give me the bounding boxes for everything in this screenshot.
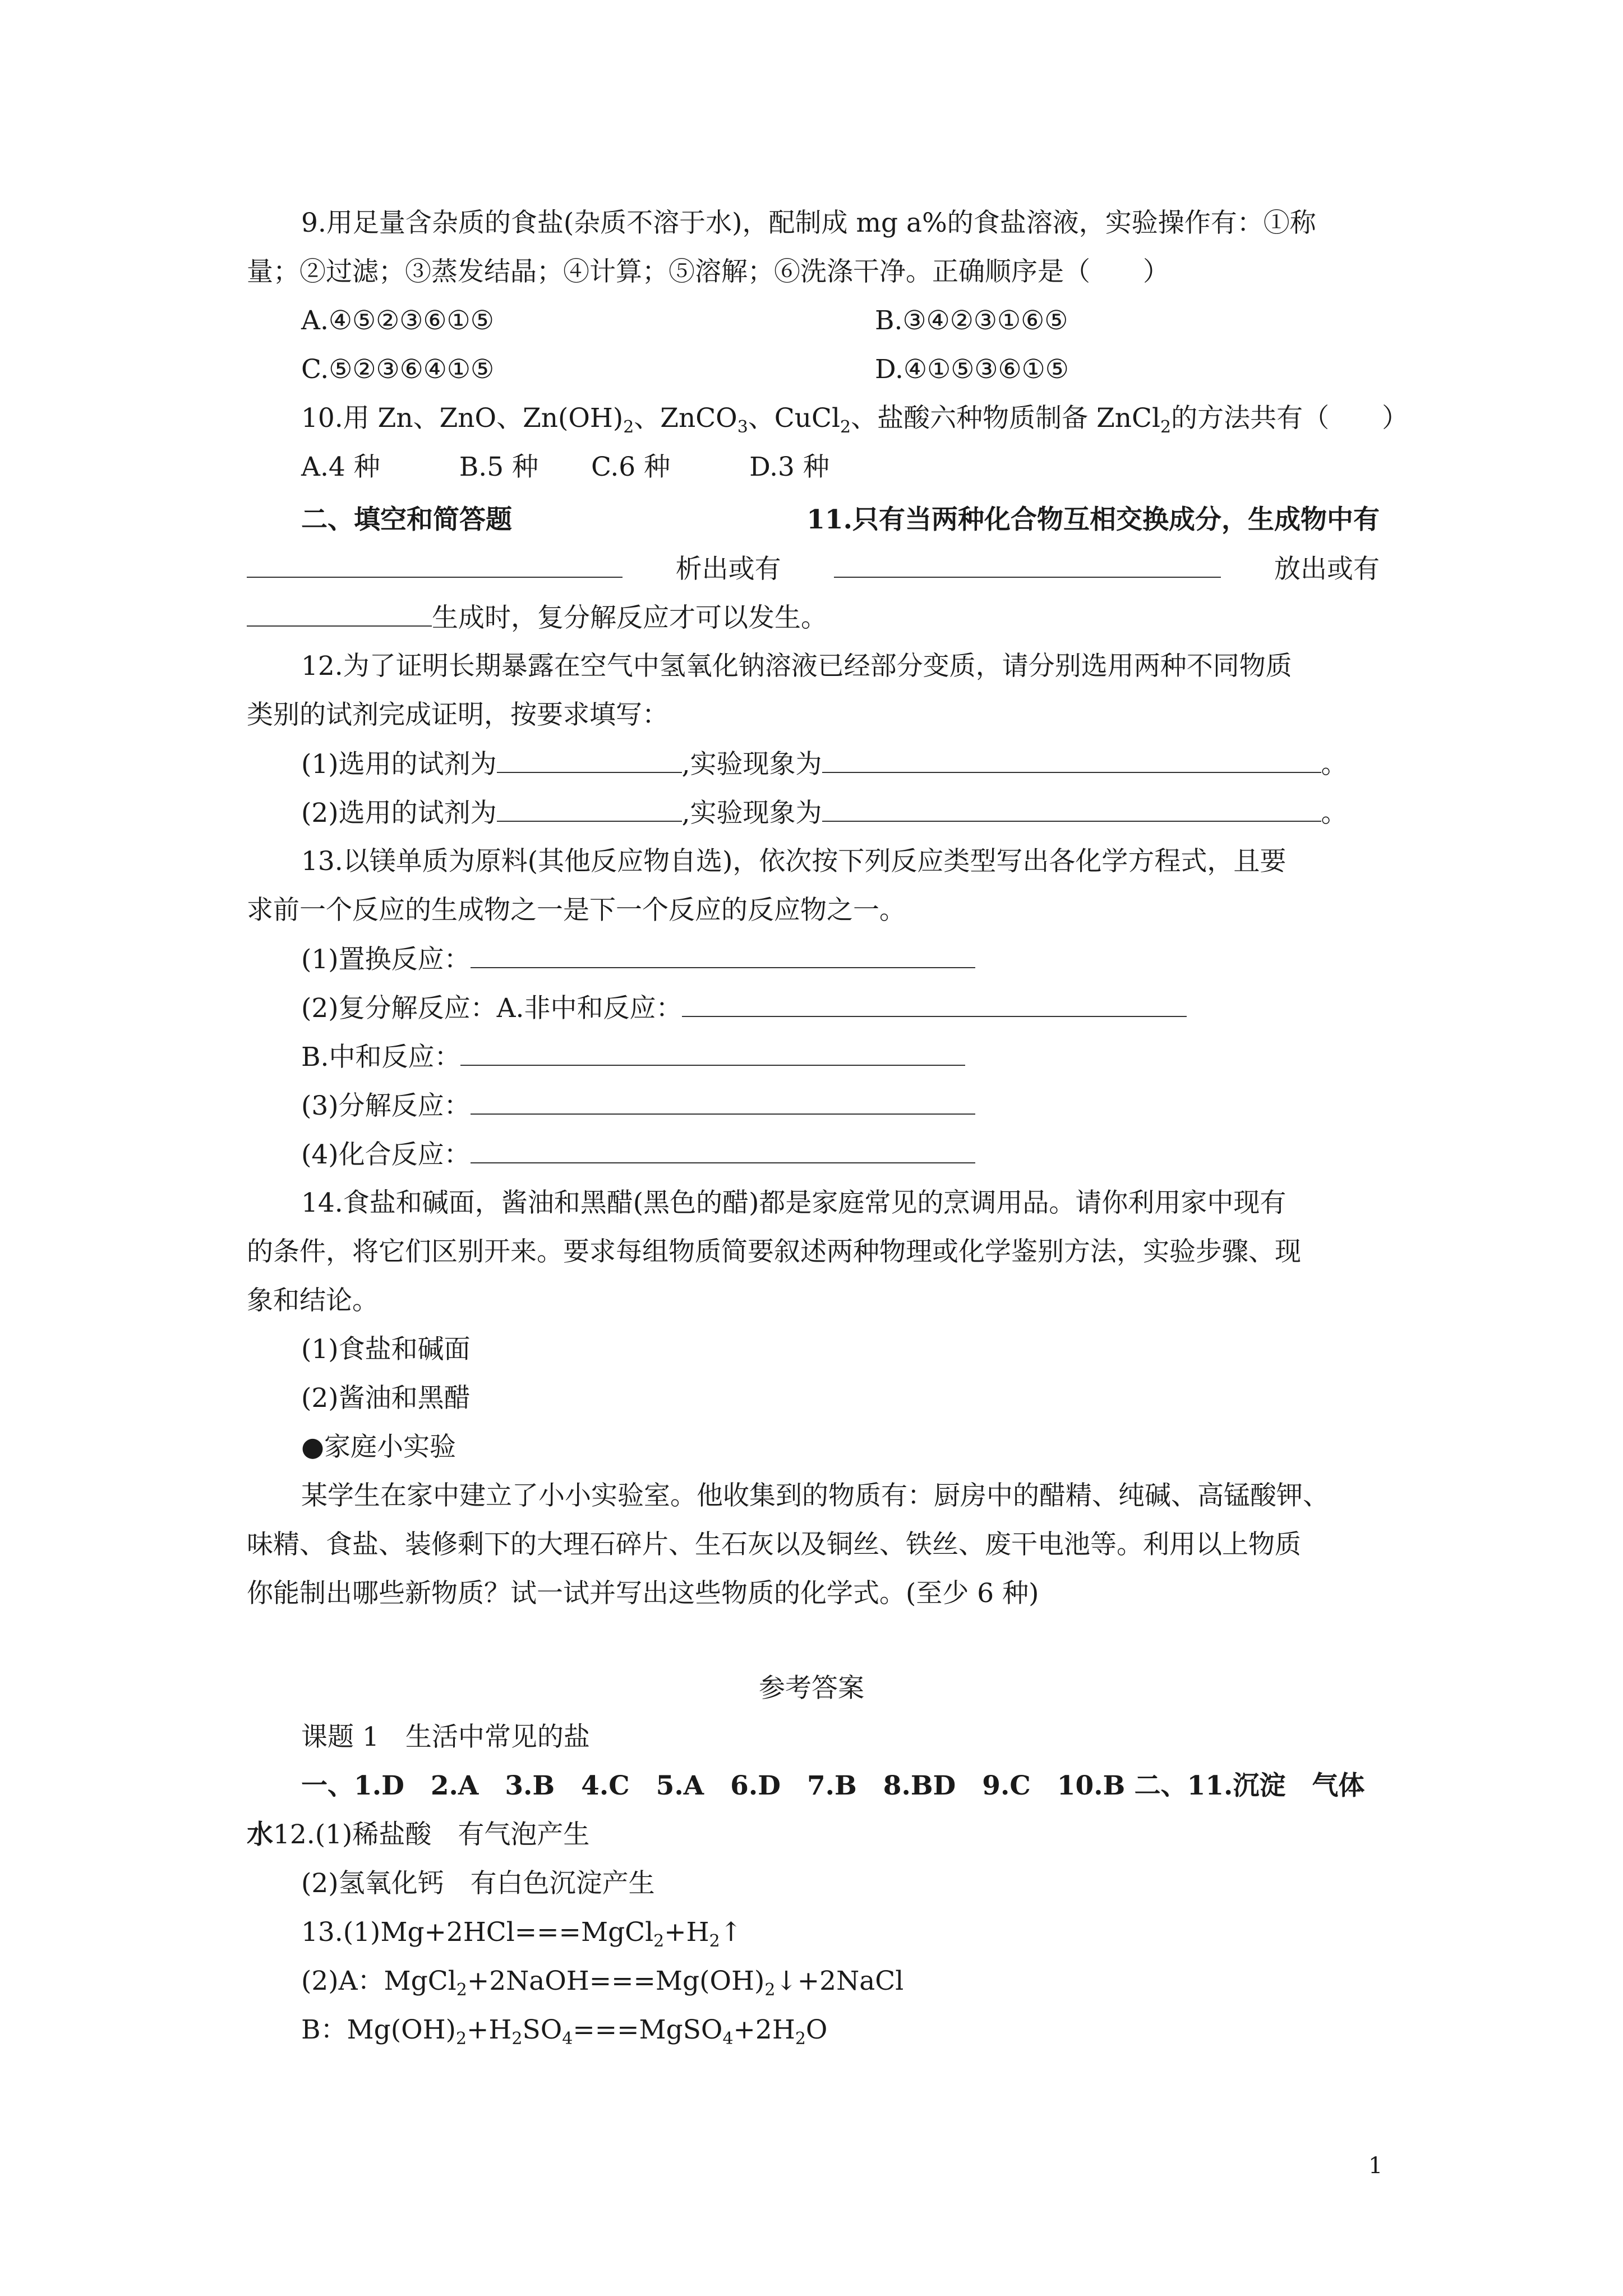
q13-blank-2[interactable] [682, 991, 1187, 1017]
answers-q13-2: (2)A：$MgCl_2+2NaOH===Mg(OH)_2↓+2NaCl$ [301, 1966, 904, 2000]
q12-reagent-blank-2[interactable] [497, 796, 682, 822]
q14-subitem-1: (1)食盐和碱面 [301, 1334, 471, 1365]
q13-row4: (3)分解反应： [301, 1089, 1380, 1123]
q14-line1: 14.食盐和碱面，酱油和黑醋(黑色的醋)都是家庭常见的烹调用品。请你利用家中现有 [301, 1188, 1287, 1218]
q9-line2: 量；②过滤；③蒸发结晶；④计算；⑤溶解；⑥洗涤干净。正确顺序是（ ） [247, 256, 1169, 287]
q10-stem: 10.用 Zn、ZnO、$Zn(OH)_2$、ZnCO$_3$、CuCl$_2$、盐酸六种物质制备 ZnCl$_2$的方法共有（ ） [301, 403, 1409, 437]
q12-row1: (1)选用的试剂为 ,实验现象为 。 [301, 747, 1380, 781]
q9-option-a: A.④⑤②③⑥①⑤ [301, 305, 494, 336]
q14-line2: 的条件，将它们区别开来。要求每组物质简要叙述两种物理或化学鉴别方法，实验步骤、现 [247, 1236, 1301, 1267]
q12-reagent-blank-1[interactable] [497, 747, 682, 773]
q13-row2: (2)复分解反应：A.非中和反应： [301, 991, 1380, 1025]
q9-option-d: D.④①⑤③⑥①⑤ [875, 354, 1069, 385]
q9-option-c: C.⑤②③⑥④①⑤ [301, 354, 495, 385]
section2-heading: 二、填空和简答题 [301, 504, 512, 535]
q12-line2: 类别的试剂完成证明，按要求填写： [247, 700, 668, 730]
q12-row2: (2)选用的试剂为 ,实验现象为 。 [301, 796, 1380, 830]
q12-line1: 12.为了证明长期暴露在空气中氢氧化钠溶液已经部分变质，请分别选用两种不同物质 [301, 651, 1292, 682]
answers-line1: 一、1.D 2.A 3.B 4.C 5.A 6.D 7.B 8.BD 9.C 10.B 二、11.沉淀 气体 [301, 1770, 1365, 1801]
q13-row1: (1)置换反应： [301, 942, 1380, 977]
q11-line2 [247, 552, 1380, 586]
q11-mid1: 析出或有 [675, 554, 781, 585]
answers-line2: 水12.(1)稀盐酸 有气泡产生 [247, 1819, 590, 1850]
page-number: 1 [1368, 2153, 1383, 2179]
q11-line3: 生成时，复分解反应才可以发生。 [247, 601, 1380, 635]
home-line2: 味精、食盐、装修剩下的大理石碎片、生石灰以及铜丝、铁丝、废干电池等。利用以上物质 [247, 1529, 1301, 1560]
q13-blank-3[interactable] [460, 1040, 965, 1066]
answers-lesson: 课题 1 生活中常见的盐 [301, 1722, 590, 1752]
home-line3: 你能制出哪些新物质？试一试并写出这些物质的化学式。(至少 6 种) [247, 1578, 1039, 1609]
section2-q11-line1 [301, 503, 1380, 537]
q9-options-row2 [301, 353, 1380, 386]
q12-phenomenon-blank-2[interactable] [822, 796, 1321, 822]
q14-line3: 象和结论。 [247, 1285, 379, 1316]
q11-start: 11.只有当两种化合物互相交换成分，生成物中有 [806, 504, 1380, 535]
q14-subitem-2: (2)酱油和黑醋 [301, 1383, 471, 1414]
answers-line3: (2)氢氧化钙 有白色沉淀产生 [301, 1868, 655, 1899]
q13-line1: 13.以镁单质为原料(其他反应物自选)，依次按下列反应类型写出各化学方程式，且要 [301, 846, 1287, 877]
q13-blank-1[interactable] [471, 942, 975, 968]
answers-q13-3: B：$Mg(OH)_2+H_2SO_4===MgSO_4+2H_2O$ [301, 2014, 828, 2049]
q13-blank-5[interactable] [471, 1138, 975, 1163]
q10-options: A.4 种 B.5 种 C.6 种 D.3 种 [301, 452, 829, 482]
q13-row3: B.中和反应： [301, 1040, 1380, 1074]
answers-q13-1: $13.(1)Mg+2HCl===MgCl_2+H_2↑$ [301, 1917, 743, 1951]
answers-title: 参考答案 [759, 1673, 864, 1704]
q13-line2: 求前一个反应的生成物之一是下一个反应的反应物之一。 [247, 895, 906, 926]
q11-mid2: 放出或有 [1274, 554, 1380, 585]
q9-options-row1 [301, 304, 1380, 338]
q13-row5: (4)化合反应： [301, 1138, 1380, 1172]
q11-blank-1[interactable] [247, 552, 623, 578]
home-experiment-heading: ●家庭小实验 [301, 1432, 457, 1462]
q13-blank-4[interactable] [471, 1089, 975, 1115]
q11-blank-2[interactable] [834, 552, 1221, 578]
q11-blank-3[interactable] [247, 601, 432, 627]
q12-phenomenon-blank-1[interactable] [822, 747, 1321, 773]
home-line1: 某学生在家中建立了小小实验室。他收集到的物质有：厨房中的醋精、纯碱、高锰酸钾、 [301, 1480, 1329, 1511]
q9-line1: 9.用足量含杂质的食盐(杂质不溶于水)，配制成 mg a%的食盐溶液，实验操作有：①称 [301, 208, 1316, 238]
q9-option-b: B.③④②③①⑥⑤ [875, 305, 1068, 336]
